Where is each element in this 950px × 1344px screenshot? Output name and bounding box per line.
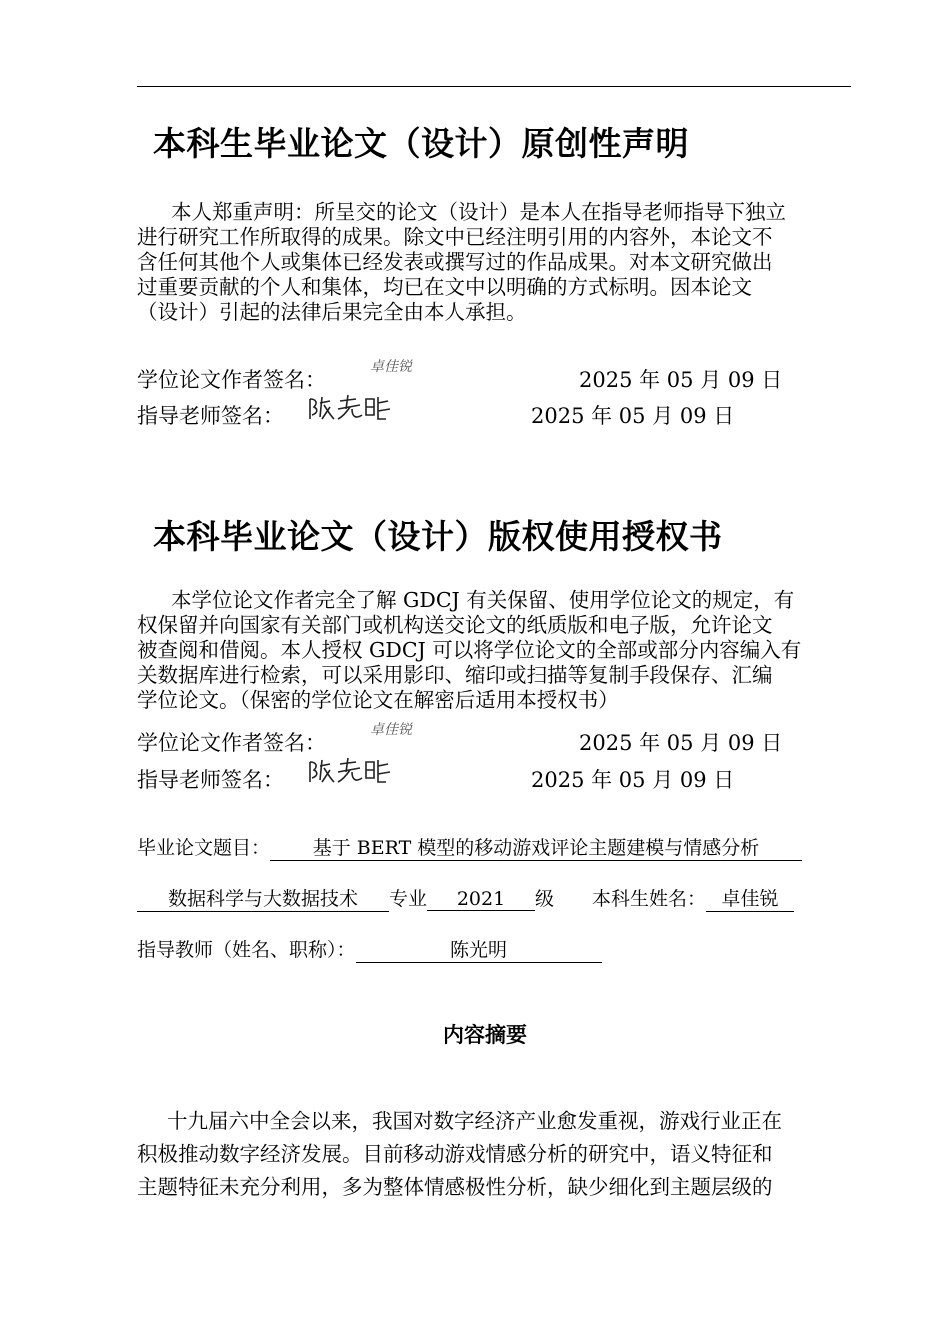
header-rule: [137, 86, 851, 87]
paragraph-line: 主题特征未充分利用，多为整体情感极性分析，缺少细化到主题层级的: [137, 1175, 773, 1199]
advisor-handwritten-signature: [306, 393, 396, 423]
student-name-label: 本科生姓名：: [592, 888, 707, 910]
declaration-title: 本科生毕业论文（设计）原创性声明: [153, 124, 689, 163]
advisor-signature-label: 指导老师签名：: [137, 404, 284, 428]
thesis-topic-row: [137, 833, 802, 861]
enrollment-year-value: 2021: [427, 888, 535, 911]
paragraph-line: 学位论文。（保密的学位论文在解密后适用本授权书）: [137, 688, 619, 712]
advisor-info-row: [137, 935, 602, 963]
abstract-paragraph: [137, 1105, 851, 1204]
major-value: 数据科学与大数据技术: [137, 884, 389, 912]
major-label: 专业: [389, 888, 428, 910]
paragraph-line: 被查阅和借阅。本人授权 GDCJ 可以将学位论文的全部或部分内容编入有: [137, 638, 802, 662]
paragraph-line: 本人郑重声明：所呈交的论文（设计）是本人在指导老师指导下独立: [171, 200, 786, 224]
paragraph-line: 过重要贡献的个人和集体，均已在文中以明确的方式标明。因本论文: [137, 275, 752, 299]
advisor-name-value: 陈光明: [356, 935, 602, 963]
year-label: 级: [535, 888, 555, 910]
advisor-sign-date: 2025 年 05 月 09 日: [531, 404, 735, 428]
author-signature: 卓佳锐: [370, 359, 412, 375]
abstract-title: 内容摘要: [443, 1023, 527, 1047]
authorization-paragraph: [137, 588, 851, 713]
paragraph-line: 含任何其他个人或集体已经发表或撰写过的作品成果。对本文研究做出: [137, 250, 773, 274]
paragraph-line: 关数据库进行检索，可以采用影印、缩印或扫描等复制手段保存、汇编: [137, 663, 773, 687]
author-signature-label: 学位论文作者签名：: [137, 731, 326, 755]
paragraph-line: 十九届六中全会以来，我国对数字经济产业愈发重视，游戏行业正在: [167, 1109, 782, 1133]
thesis-topic-label: 毕业论文题目：: [137, 837, 271, 859]
authorization-title: 本科毕业论文（设计）版权使用授权书: [153, 517, 723, 556]
student-info-row: [137, 884, 794, 912]
author-sign-date: 2025 年 05 月 09 日: [579, 731, 783, 755]
advisor-signature-label: 指导老师签名：: [137, 768, 284, 792]
advisor-name-label: 指导教师（姓名、职称）：: [137, 939, 356, 961]
student-name-value: 卓佳锐: [706, 884, 794, 912]
paragraph-line: 积极推动数字经济发展。目前移动游戏情感分析的研究中，语义特征和: [137, 1142, 773, 1166]
author-signature-label: 学位论文作者签名：: [137, 368, 326, 392]
paragraph-line: 权保留并向国家有关部门或机构送交论文的纸质版和电子版，允许论文: [137, 613, 773, 637]
paragraph-line: （设计）引起的法律后果完全由本人承担。: [137, 300, 527, 324]
author-signature: 卓佳锐: [370, 722, 412, 738]
author-sign-date: 2025 年 05 月 09 日: [579, 368, 783, 392]
advisor-handwritten-signature: [306, 756, 396, 786]
declaration-paragraph: [137, 200, 851, 325]
advisor-sign-date: 2025 年 05 月 09 日: [531, 768, 735, 792]
thesis-topic-value: 基于 BERT 模型的移动游戏评论主题建模与情感分析: [270, 833, 802, 861]
paragraph-line: 本学位论文作者完全了解 GDCJ 有关保留、使用学位论文的规定，有: [171, 588, 795, 612]
paragraph-line: 进行研究工作所取得的成果。除文中已经注明引用的内容外，本论文不: [137, 225, 773, 249]
